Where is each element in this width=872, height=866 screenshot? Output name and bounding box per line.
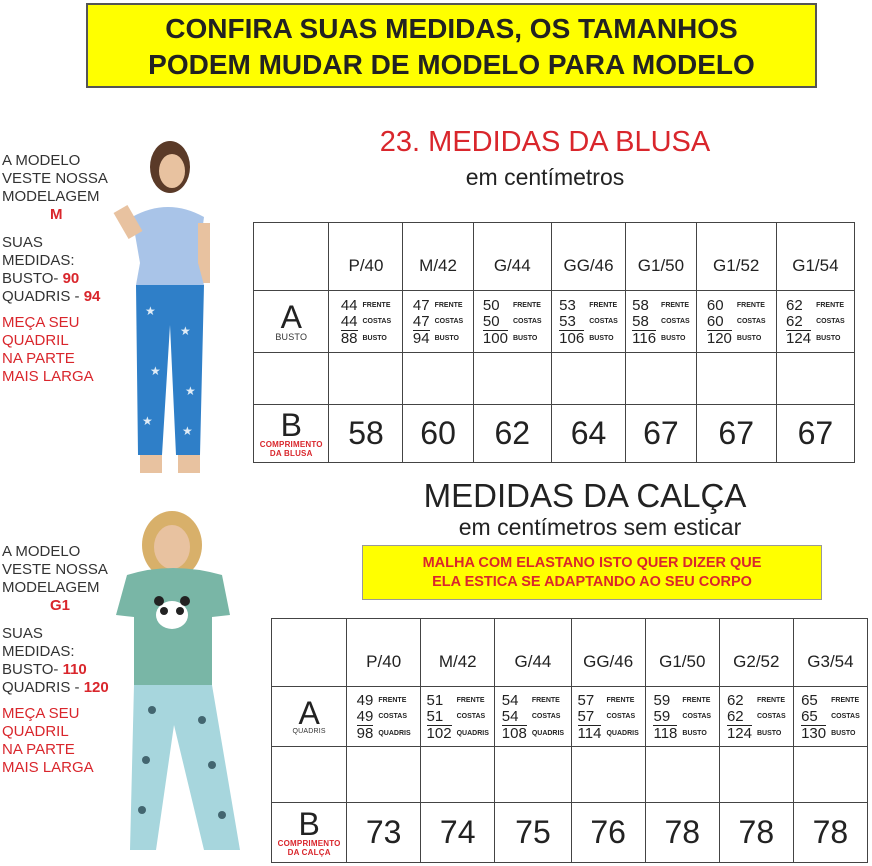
info-line: SUAS: [2, 234, 43, 251]
empty-cell: [495, 747, 571, 803]
busto-label: BUSTO-: [2, 270, 59, 287]
back-value: 62: [786, 312, 803, 330]
busto-value: 110: [62, 661, 87, 678]
length-value: 74: [439, 814, 476, 850]
size-label: G1/50: [659, 652, 706, 671]
measure-tip: MEÇA SEU: [2, 314, 80, 331]
front-label: FRENTE: [831, 697, 860, 704]
back-label: COSTAS: [456, 713, 486, 720]
size-label: G2/52: [733, 652, 780, 671]
length-value: 75: [515, 814, 551, 850]
total-label: QUADRIS: [606, 729, 639, 737]
svg-text:★: ★: [150, 364, 161, 378]
front-label: FRENTE: [757, 697, 785, 704]
size-header: [696, 223, 776, 291]
total-label: BUSTO: [589, 334, 614, 342]
measure-group: [727, 693, 786, 742]
back-label: COSTAS: [512, 318, 542, 325]
empty-cell: [776, 353, 854, 405]
empty-cell: [696, 353, 776, 405]
front-value: 44: [340, 296, 358, 314]
total-label: BUSTO: [512, 334, 538, 342]
note-line-2: ELA ESTICA SE ADAPTANDO AO SEU CORPO: [432, 574, 752, 590]
back-value: 58: [632, 312, 649, 330]
length-value: 67: [643, 415, 679, 451]
back-value: 57: [577, 707, 595, 725]
length-cell: [776, 405, 854, 463]
model1-info: [2, 152, 108, 386]
size-label: M/42: [438, 652, 477, 671]
back-label: COSTAS: [736, 318, 766, 325]
measure-cell: [403, 291, 473, 353]
measure-group: [801, 693, 860, 742]
total-value: 100: [482, 329, 508, 347]
back-value: 65: [801, 707, 818, 725]
back-label: COSTAS: [531, 713, 561, 720]
quadris-value: 94: [83, 288, 101, 305]
busto-label: BUSTO-: [2, 661, 59, 678]
measure-tip: QUADRIL: [2, 332, 69, 349]
empty-cell: [473, 353, 551, 405]
row-letter: B: [280, 406, 302, 443]
back-label: COSTAS: [661, 318, 690, 325]
banner-line-2: PODEM MUDAR DE MODELO PARA MODELO: [148, 49, 755, 80]
measure-group: [427, 693, 489, 742]
empty-cell: [272, 747, 347, 803]
row-label: DA BLUSA: [269, 448, 313, 458]
row-b-header: [272, 803, 347, 863]
size-label: G3/54: [807, 652, 854, 671]
info-line: A MODELO: [2, 543, 81, 560]
measure-tip: NA PARTE: [2, 741, 75, 758]
measure-cell: [495, 687, 571, 747]
measure-group: [357, 693, 411, 742]
quadris-label: QUADRIS -: [2, 288, 80, 305]
back-value: 62: [726, 707, 744, 725]
length-cell: [571, 803, 645, 863]
length-value: 67: [718, 415, 754, 451]
measure-tip: MAIS LARGA: [2, 368, 94, 385]
back-label: COSTAS: [589, 318, 618, 325]
back-label: COSTAS: [757, 713, 786, 720]
total-label: BUSTO: [736, 334, 762, 342]
back-value: 50: [482, 312, 500, 330]
size-header: [626, 223, 696, 291]
total-value: 116: [632, 329, 657, 347]
length-cell: [347, 803, 421, 863]
corner-cell: [272, 619, 347, 687]
front-value: 62: [726, 691, 744, 709]
front-label: FRENTE: [682, 697, 711, 704]
length-cell: [403, 405, 473, 463]
empty-cell: [347, 747, 421, 803]
size-label: G1/50: [637, 256, 685, 275]
total-label: BUSTO: [831, 729, 856, 737]
measure-group: [632, 298, 690, 347]
measure-tip: MEÇA SEU: [2, 705, 80, 722]
total-value: 106: [559, 329, 585, 347]
front-value: 54: [501, 691, 519, 709]
front-value: 60: [706, 296, 724, 314]
svg-text:★: ★: [182, 424, 193, 438]
measure-group: [578, 693, 639, 742]
total-value: 118: [653, 724, 678, 742]
back-label: COSTAS: [816, 318, 845, 325]
busto-value: 90: [62, 270, 80, 287]
info-line: MEDIDAS:: [2, 643, 75, 660]
size-header: [473, 223, 551, 291]
length-value: 78: [664, 814, 701, 850]
back-label: COSTAS: [362, 318, 392, 325]
front-label: FRENTE: [456, 697, 485, 704]
size-header: [329, 223, 403, 291]
size-label: GG/46: [563, 256, 614, 275]
empty-cell: [551, 353, 625, 405]
model2-photo: [112, 505, 257, 865]
total-label: QUADRIS: [378, 729, 411, 737]
measure-tip: QUADRIL: [2, 723, 69, 740]
front-value: 57: [577, 691, 595, 709]
row-label: COMPRIMENTO: [277, 838, 341, 848]
front-label: FRENTE: [512, 302, 541, 309]
measure-group: [341, 298, 391, 347]
empty-cell: [645, 747, 719, 803]
model-size: G1: [50, 597, 71, 614]
elastane-note: [362, 545, 822, 600]
front-value: 65: [801, 691, 818, 709]
measure-cell: [626, 291, 696, 353]
length-value: 78: [812, 814, 849, 850]
length-value: 76: [590, 814, 626, 850]
size-header: [403, 223, 473, 291]
size-header: [551, 223, 625, 291]
front-value: 51: [426, 691, 444, 709]
size-header: [776, 223, 854, 291]
row-a-header: [272, 687, 347, 747]
length-value: 62: [494, 415, 531, 451]
length-cell: [626, 405, 696, 463]
svg-text:★: ★: [180, 324, 191, 338]
measure-cell: [696, 291, 776, 353]
back-value: 54: [501, 707, 519, 725]
total-value: 94: [412, 329, 430, 347]
measure-group: [483, 298, 542, 347]
size-label: GG/46: [583, 652, 634, 671]
measure-group: [653, 693, 711, 742]
back-label: COSTAS: [378, 713, 408, 720]
length-cell: [495, 803, 571, 863]
calca-title: MEDIDAS DA CALÇA: [423, 477, 747, 514]
row-letter: B: [298, 805, 320, 842]
size-label: M/42: [419, 256, 457, 275]
back-value: 51: [426, 707, 444, 725]
back-label: COSTAS: [682, 713, 712, 720]
blusa-subtitle: em centímetros: [465, 164, 625, 190]
measure-cell: [571, 687, 645, 747]
back-label: COSTAS: [434, 318, 464, 325]
total-value: 108: [501, 724, 527, 742]
total-label: BUSTO: [362, 334, 387, 342]
info-line: MODELAGEM: [2, 188, 100, 205]
size-label: G1/52: [713, 256, 760, 275]
measure-group: [707, 298, 766, 347]
front-label: FRENTE: [736, 302, 765, 309]
total-label: BUSTO: [816, 334, 841, 342]
banner-line-1: CONFIRA SUAS MEDIDAS, OS TAMANHOS: [165, 13, 738, 44]
empty-cell: [329, 353, 403, 405]
empty-cell: [403, 353, 473, 405]
front-value: 53: [559, 296, 576, 314]
measure-cell: [776, 291, 854, 353]
measure-group: [413, 298, 463, 347]
total-value: 102: [426, 724, 452, 742]
measure-cell: [793, 687, 867, 747]
measure-tip: MAIS LARGA: [2, 759, 94, 776]
total-label: BUSTO: [434, 334, 459, 342]
size-header: [495, 619, 571, 687]
svg-text:★: ★: [145, 304, 156, 318]
size-label: G/44: [514, 652, 552, 671]
row-label: QUADRIS: [292, 728, 326, 735]
front-label: FRENTE: [661, 302, 690, 309]
back-value: 44: [340, 312, 358, 330]
measure-group: [559, 298, 618, 347]
front-label: FRENTE: [362, 302, 391, 309]
row-letter: A: [298, 695, 320, 731]
blusa-title: 23. MEDIDAS DA BLUSA: [379, 126, 711, 158]
info-line: MEDIDAS:: [2, 252, 75, 269]
top-banner: [86, 3, 817, 88]
front-label: FRENTE: [606, 697, 635, 704]
front-value: 62: [786, 296, 803, 314]
quadris-label: QUADRIS -: [2, 679, 80, 696]
row-label: COMPRIMENTO: [259, 439, 323, 449]
measure-cell: [347, 687, 421, 747]
total-value: 124: [726, 724, 752, 742]
empty-cell: [254, 353, 329, 405]
length-value: 58: [348, 415, 384, 451]
length-cell: [645, 803, 719, 863]
blusa-size-table: [253, 222, 855, 463]
length-cell: [551, 405, 625, 463]
length-value: 78: [738, 814, 775, 850]
measure-cell: [719, 687, 793, 747]
model1-photo: [100, 135, 230, 490]
total-value: 120: [706, 329, 732, 347]
total-value: 124: [786, 329, 812, 347]
length-value: 67: [797, 415, 834, 451]
note-line-1: MALHA COM ELASTANO ISTO QUER DIZER QUE: [422, 555, 762, 571]
measure-cell: [551, 291, 625, 353]
size-label: G1/54: [792, 256, 839, 275]
model-size: M: [50, 206, 63, 223]
corner-cell: [254, 223, 329, 291]
empty-cell: [421, 747, 495, 803]
front-label: FRENTE: [589, 302, 618, 309]
front-label: FRENTE: [378, 697, 407, 704]
size-label: P/40: [366, 652, 402, 671]
total-label: QUADRIS: [531, 729, 565, 737]
length-value: 64: [570, 415, 607, 451]
front-value: 59: [653, 691, 671, 709]
front-value: 58: [632, 296, 649, 314]
row-letter: A: [280, 298, 302, 335]
size-label: G/44: [493, 256, 531, 275]
total-label: QUADRIS: [456, 729, 489, 737]
total-label: BUSTO: [757, 729, 782, 737]
empty-cell: [719, 747, 793, 803]
length-cell: [329, 405, 403, 463]
empty-cell: [793, 747, 867, 803]
length-cell: [719, 803, 793, 863]
info-line: A MODELO: [2, 152, 81, 169]
quadris-value: 120: [83, 679, 109, 696]
length-cell: [696, 405, 776, 463]
total-value: 114: [577, 724, 602, 742]
length-value: 73: [365, 814, 402, 850]
empty-cell: [626, 353, 696, 405]
size-header: [347, 619, 421, 687]
info-line: VESTE NOSSA: [2, 561, 108, 578]
size-header: [793, 619, 867, 687]
row-label: BUSTO: [275, 331, 308, 342]
length-cell: [793, 803, 867, 863]
size-header: [645, 619, 719, 687]
measure-cell: [329, 291, 403, 353]
total-value: 98: [356, 724, 374, 742]
back-value: 53: [559, 312, 576, 330]
svg-text:★: ★: [142, 414, 153, 428]
size-header: [719, 619, 793, 687]
back-value: 49: [356, 707, 374, 725]
length-value: 60: [420, 415, 456, 451]
measure-cell: [645, 687, 719, 747]
info-line: SUAS: [2, 625, 43, 642]
calca-subtitle: em centímetros sem esticar: [458, 514, 742, 540]
size-header: [571, 619, 645, 687]
length-cell: [473, 405, 551, 463]
front-value: 50: [482, 296, 500, 314]
back-value: 60: [706, 312, 724, 330]
back-value: 59: [653, 707, 671, 725]
model2-info: [2, 543, 109, 777]
front-label: FRENTE: [434, 302, 463, 309]
size-header: [421, 619, 495, 687]
measure-group: [502, 693, 564, 742]
back-label: COSTAS: [831, 713, 860, 720]
row-b-header: [254, 405, 329, 463]
total-label: BUSTO: [682, 729, 707, 737]
back-label: COSTAS: [606, 713, 636, 720]
calca-size-table: [271, 618, 868, 863]
total-value: 88: [340, 329, 358, 347]
back-value: 47: [412, 312, 430, 330]
size-label: P/40: [348, 256, 384, 275]
front-label: FRENTE: [531, 697, 560, 704]
measure-tip: NA PARTE: [2, 350, 75, 367]
measure-group: [786, 298, 845, 347]
length-cell: [421, 803, 495, 863]
row-a-header: [254, 291, 329, 353]
front-value: 49: [356, 691, 374, 709]
info-line: MODELAGEM: [2, 579, 100, 596]
svg-text:★: ★: [185, 384, 196, 398]
total-label: BUSTO: [661, 334, 686, 342]
empty-cell: [571, 747, 645, 803]
front-value: 47: [412, 296, 430, 314]
row-label: DA CALÇA: [287, 847, 331, 857]
measure-cell: [473, 291, 551, 353]
total-value: 130: [801, 724, 827, 742]
front-label: FRENTE: [816, 302, 845, 309]
measure-cell: [421, 687, 495, 747]
info-line: VESTE NOSSA: [2, 170, 108, 187]
